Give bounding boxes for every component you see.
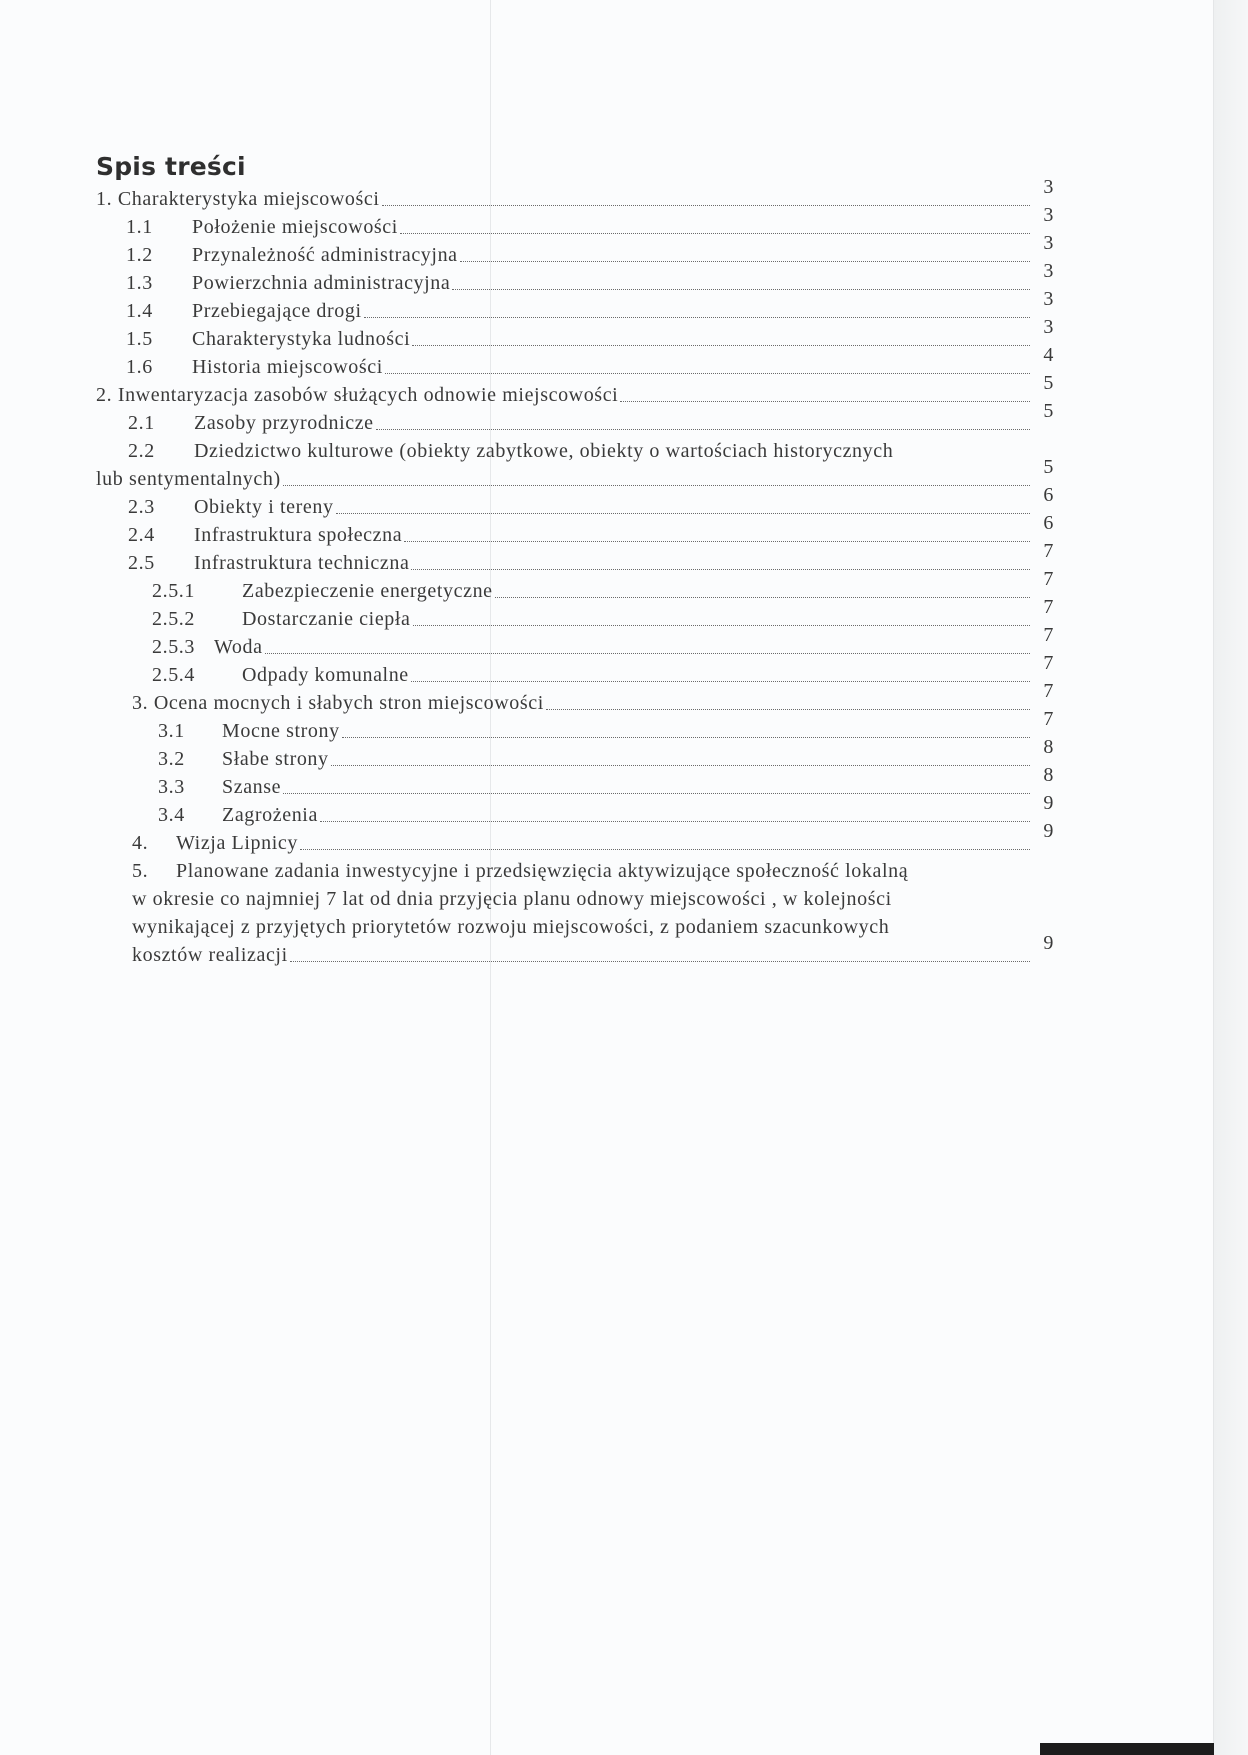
toc-entry-number: 1.4 [126,300,153,322]
toc-entry-label: Historia miejscowości [192,356,383,378]
toc-entry-number: 2.5 [128,552,155,574]
toc-entry-label: Infrastruktura techniczna [194,552,410,574]
toc-entry-text [152,577,493,605]
toc-dot-leader [300,849,1030,850]
toc-entry[interactable] [96,512,1054,549]
toc-entry-label: Szanse [222,776,282,798]
toc-entry-text [128,521,402,549]
toc-dot-leader [404,541,1030,542]
toc-dot-leader [331,765,1030,766]
toc-dot-leader [336,513,1030,514]
toc-entry-text [152,605,411,633]
toc-dot-leader [342,737,1030,738]
toc-entry-label: Charakterystyka miejscowości [117,188,380,210]
toc-page-number: 7 [1043,680,1054,702]
toc-dot-leader [382,205,1030,206]
toc-entry-label: Obiekty i tereny [194,496,334,518]
toc-entry-number: 3. [132,692,149,714]
toc-entry-text [126,213,398,241]
toc-entry[interactable] [96,652,1054,689]
toc-entry-number: 1.5 [126,328,153,350]
toc-entry-label: Zagrożenia [222,804,318,826]
toc-dot-leader [290,961,1030,962]
toc-entry-label: Zabezpieczenie energetyczne [242,580,493,602]
toc-entry[interactable] [96,344,1054,381]
toc-dot-leader [546,709,1030,710]
scan-page-edge [1213,0,1248,1755]
toc-page-number: 7 [1043,568,1054,590]
toc-dot-leader [412,345,1030,346]
toc-entry[interactable] [96,372,1054,409]
toc-page-number: 5 [1043,456,1054,478]
toc-entry-label-continued: w okresie co najmniej 7 lat od dnia przyjęcia planu odnowy miejscowości , w kolejności [132,888,892,910]
toc-entry[interactable] [96,857,1054,969]
toc-entry-text [128,409,374,437]
toc-entry[interactable] [96,260,1054,297]
toc-dot-leader [495,597,1030,598]
toc-page-number: 3 [1043,316,1054,338]
toc-entry[interactable] [96,820,1054,857]
scan-bottom-shadow [1040,1743,1214,1755]
toc-entry-text [96,857,1054,969]
toc-dot-leader [376,429,1030,430]
toc-page-number: 7 [1043,540,1054,562]
toc-entry[interactable] [96,764,1054,801]
toc-page-number: 6 [1043,512,1054,534]
toc-entry-label: Inwentaryzacja zasobów służących odnowie miejscowości [117,384,619,406]
toc-entry-text [96,185,380,213]
toc-entry[interactable] [96,680,1054,717]
toc-entry-text [152,633,263,661]
toc-entry-number: 1. [96,188,113,210]
toc-entry-number: 1.3 [126,272,153,294]
toc-entry-text [158,773,281,801]
toc-dot-leader [411,681,1030,682]
toc-entry-text [126,241,458,269]
toc-entry-number: 3.4 [158,804,185,826]
toc-entry-label: Położenie miejscowości [192,216,398,238]
toc-entry-label: Woda [214,636,263,658]
toc-entry-label: Powierzchnia administracyjna [192,272,451,294]
toc-entry-number: 2. [96,384,113,406]
toc-entry-number: 3.2 [158,748,185,770]
toc-dot-leader [400,233,1030,234]
toc-title: Spis treści [96,152,246,181]
toc-entry-number: 2.5.2 [152,608,195,630]
toc-entry[interactable] [96,736,1054,773]
toc-entry-label-continued: kosztów realizacji [132,944,288,966]
toc-entry-label: Zasoby przyrodnicze [194,412,374,434]
toc-entry-label: Ocena mocnych i słabych stron miejscowości [153,692,544,714]
toc-entry-text [152,661,409,689]
toc-entry-label: Dostarczanie ciepła [242,608,411,630]
toc-dot-leader [460,261,1030,262]
toc-entry-number: 2.5.4 [152,664,195,686]
toc-page-number: 9 [1043,792,1054,814]
toc-entry[interactable] [96,316,1054,353]
toc-page-number: 7 [1043,596,1054,618]
toc-entry[interactable] [96,568,1054,605]
toc-entry-number: 5. [132,860,149,882]
toc-entry-label: Mocne strony [222,720,340,742]
toc-entry-label-continued: wynikającej z przyjętych priorytetów rozwoju miejscowości, z podaniem szacunkowych [132,916,890,938]
toc-entry[interactable] [96,792,1054,829]
table-of-contents [96,152,1054,969]
toc-dot-leader [385,373,1030,374]
toc-dot-leader [283,793,1030,794]
toc-entry-number: 2.4 [128,524,155,546]
toc-entry[interactable] [96,708,1054,745]
toc-entry[interactable] [96,624,1054,661]
toc-entry-label: Wizja Lipnicy [176,832,298,854]
toc-page-number: 4 [1043,344,1054,366]
toc-entry[interactable] [96,400,1054,437]
toc-entry-label: Słabe strony [222,748,329,770]
toc-entry-label: Planowane zadania inwestycyjne i przedsięwzięcia aktywizujące społeczność lokalną [176,860,909,882]
toc-entry-number: 3.1 [158,720,185,742]
toc-dot-leader [413,625,1030,626]
toc-entry-number: 4. [132,832,149,854]
toc-entry-text [126,297,362,325]
toc-entry[interactable] [96,288,1054,325]
toc-entry-text [158,717,340,745]
toc-page-number: 3 [1043,232,1054,254]
toc-entry[interactable] [96,204,1054,241]
toc-page-number: 3 [1043,204,1054,226]
toc-entry-number: 1.6 [126,356,153,378]
toc-entry-text [132,829,298,857]
toc-page-number: 7 [1043,624,1054,646]
toc-entry-text [126,269,450,297]
toc-entry-number: 2.1 [128,412,155,434]
toc-entry[interactable] [96,176,1054,213]
toc-page-number: 9 [1043,932,1054,954]
toc-entry-text [128,493,334,521]
toc-page-number: 5 [1043,400,1054,422]
toc-entry[interactable] [96,232,1054,269]
toc-entry-number: 1.2 [126,244,153,266]
toc-page-number: 3 [1043,176,1054,198]
toc-entry-text [132,689,544,717]
toc-entry-number: 2.3 [128,496,155,518]
toc-entry[interactable] [96,596,1054,633]
toc-dot-leader [620,401,1030,402]
toc-dot-leader [283,485,1030,486]
toc-page-number: 9 [1043,820,1054,842]
toc-entry[interactable] [96,437,1054,493]
toc-entry[interactable] [96,484,1054,521]
toc-dot-leader [320,821,1030,822]
toc-entry-number: 3.3 [158,776,185,798]
toc-entry-text [96,437,1054,493]
toc-page-number: 8 [1043,764,1054,786]
toc-entry-number: 2.5.1 [152,580,195,602]
toc-dot-leader [411,569,1030,570]
toc-entry-text [126,353,383,381]
toc-entry-label: Przebiegające drogi [192,300,362,322]
toc-page-number: 5 [1043,372,1054,394]
toc-entry-text [128,549,409,577]
toc-entry-text [126,325,410,353]
toc-page-number: 7 [1043,708,1054,730]
toc-entry-number: 2.2 [128,440,155,462]
toc-entry-label: Infrastruktura społeczna [194,524,403,546]
toc-dot-leader [452,289,1030,290]
toc-entry-label: Odpady komunalne [242,664,409,686]
toc-page-number: 3 [1043,288,1054,310]
toc-entry[interactable] [96,540,1054,577]
toc-page-number: 3 [1043,260,1054,282]
toc-page-number: 7 [1043,652,1054,674]
toc-entry-text [158,801,318,829]
toc-entry-text [96,381,618,409]
toc-page-number: 8 [1043,736,1054,758]
toc-dot-leader [364,317,1030,318]
toc-entry-label: Przynależność administracyjna [192,244,458,266]
toc-dot-leader [265,653,1030,654]
toc-entry-label: Dziedzictwo kulturowe (obiekty zabytkowe, obiekty o wartościach historycznych [194,440,894,462]
toc-entry-label-continued: lub sentymentalnych) [96,468,281,490]
toc-entry-text [158,745,329,773]
toc-entry-number: 2.5.3 [152,636,195,658]
toc-entry-label: Charakterystyka ludności [192,328,411,350]
toc-page-number: 6 [1043,484,1054,506]
toc-entry-number: 1.1 [126,216,153,238]
